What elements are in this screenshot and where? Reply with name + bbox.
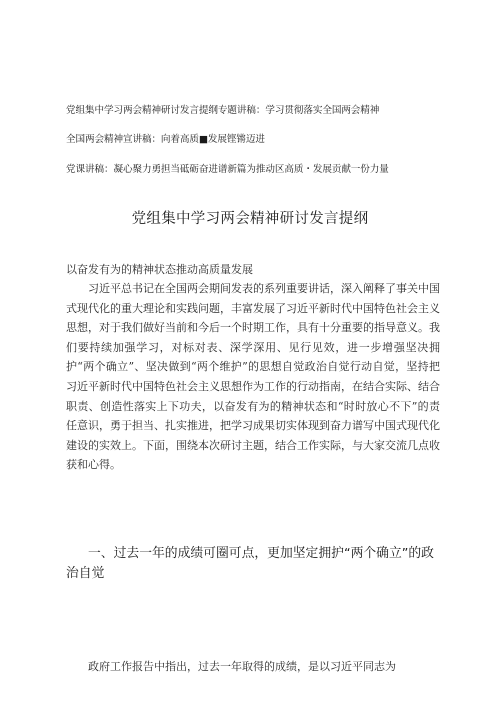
- header-link-1[interactable]: 党组集中学习两会精神研讨发言提纲专题讲稿：学习贯彻落实全国两会精神: [66, 105, 380, 116]
- document-subtitle: 以奋发有为的精神状态推动高质量发展: [66, 263, 253, 276]
- header-link-3[interactable]: 党课讲稿：凝心聚力勇担当砥砺奋进谱新篇为推动区高质・发展贡献一份力量: [66, 164, 389, 175]
- section-1-heading: 一、过去一年的成绩可圈可点，更加坚定拥护“两个确立”的政治自觉: [66, 546, 434, 581]
- header-link-2[interactable]: 全国两会精神宣讲稿：向着高质■发展铿锵迈进: [66, 134, 265, 145]
- document-title: 党组集中学习两会精神研讨发言提纲: [131, 211, 369, 227]
- intro-paragraph: 习近平总书记在全国两会期间发表的系列重要讲话，深入阐释了事关中国式现代化的重大理论和实践问题，丰富发展了习近平新时代中国特色社会主义思想，对于我们做好当前和今后一个时期工作，具有十分重要的指导意义。我们要持续加强学习，对标对表、深学深用、见行见效，进一步增强坚决拥护“两个确立”、坚决做到“两个维护”的思想自觉政治自觉行动自觉，坚持把习近平新时代中国特色社会主义思想作为工作的行动指南，在结合实际、结合职责、创造性落实上下功夫，以奋发有为的精神状态和“时时放心不下”的责任意识，勇于担当、扎实推进，把学习成果切实体现到奋力谱写中国式现代化建设的实效上。下面，围绕本次研讨主题，结合工作实际，与大家交流几点收获和心得。: [66, 282, 440, 472]
- section-1-paragraph: 政府工作报告中指出，过去一年取得的成绩，是以习近平同志为: [88, 660, 396, 673]
